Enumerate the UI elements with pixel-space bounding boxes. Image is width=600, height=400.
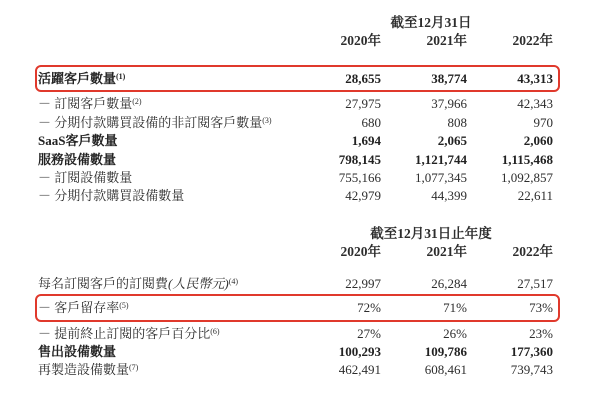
table-row-subscription-fee-per-customer [38,275,560,293]
cell-2022: 1,115,468 [501,151,553,167]
cell-2021: 71% [443,300,467,316]
table-row-early-termination-percentage [38,325,560,343]
row-label-text: 活躍客戶數量 [38,71,117,86]
cell-2022: 43,313 [517,71,553,86]
cell-2022: 23% [529,325,553,341]
cell-2021: 38,774 [431,71,467,86]
cell-2021: 1,121,744 [415,151,467,167]
row-label [38,343,302,361]
table-row-subscription-customers [38,95,560,113]
cell-2020: 1,694 [351,133,381,149]
cell-2021: 1,077,345 [415,169,467,185]
cell-2022: 27,517 [517,275,553,291]
header-body-gap [38,51,560,64]
year-header-row-2 [38,242,560,262]
table-row-subscription-devices [38,169,560,187]
cell-2020: 680 [361,114,381,130]
cell-2022: 177,360 [510,343,553,359]
cell-2022: 970 [533,114,553,130]
row-label-sup: (6) [210,326,220,336]
cell-2020: 462,491 [338,362,381,378]
cell-2021: 26% [443,325,467,341]
cell-2021: 37,966 [431,96,467,112]
period-header-label: 截至12月31日止年度 [370,225,492,241]
row-label [38,275,302,293]
row-label-text: 每名訂閱客戶的訂閱費 [38,275,169,291]
header-body-gap [38,262,560,275]
cell-2022: 42,343 [517,96,553,112]
row-label-sup: (3) [262,115,272,125]
row-label [38,169,302,187]
row-label-text: － 提前終止訂閱的客戶百分比 [38,325,211,341]
row-label [38,325,302,343]
cell-2021: 808 [447,114,467,130]
cell-2021: 26,284 [431,275,467,291]
row-label [38,361,302,379]
cell-2020: 27,975 [345,96,381,112]
year-header-row-1 [38,31,560,51]
row-label-text: － 分期付款購買設備數量 [38,188,185,204]
row-label-text: 再製造設備數量 [38,362,130,378]
row-label [38,70,302,88]
year-2021-header: 2021年 [426,33,467,48]
table-row-devices-in-service [38,151,560,169]
table-row-saas-customers [38,132,560,150]
row-label-sup: (7) [129,363,139,373]
row-label-text: － 訂閱設備數量 [38,169,133,185]
cell-2020: 27% [357,325,381,341]
row-label [38,132,302,150]
row-label-text: － 分期付款購買設備的非訂閱客戶數量 [38,114,263,130]
cell-2021: 44,399 [431,188,467,204]
cell-2020: 22,997 [345,275,381,291]
table-row-installment-devices [38,187,560,205]
cell-2021: 2,065 [437,133,467,149]
cell-2022: 73% [529,300,553,316]
row-label-text: － 客戶留存率 [38,300,120,316]
cell-2020: 42,979 [345,188,381,204]
cell-2020: 798,145 [338,151,381,167]
cell-2020: 28,655 [345,71,381,86]
cell-2022: 2,060 [523,133,553,149]
row-label-note: (人民幣元) [168,275,229,291]
row-label-text: 服務設備數量 [38,151,117,167]
cell-2021: 109,786 [424,343,467,359]
year-2022-header: 2022年 [512,33,553,48]
period-header-row-1 [38,13,560,31]
cell-2020: 100,293 [338,343,381,359]
row-label-sup: (5) [119,301,129,311]
table-row-installment-nonsub-customers [38,114,560,132]
row-label-sup: (2) [132,97,142,107]
table-row-customer-retention-rate [38,299,560,317]
period-header-row-2 [38,224,560,242]
year-2022-header: 2022年 [512,243,553,259]
year-2020-header: 2020年 [340,33,381,48]
cell-2020: 72% [357,300,381,316]
cell-2022: 739,743 [510,362,553,378]
row-label [38,299,302,317]
row-label-sup: (4) [228,276,239,286]
row-label-text: SaaS客戶數量 [38,133,118,149]
cell-2021: 608,461 [424,362,467,378]
year-2020-header: 2020年 [340,243,381,259]
table-row-devices-sold [38,343,560,361]
table-row-active-customers [38,70,560,88]
row-label [38,187,302,205]
cell-2020: 755,166 [338,169,381,185]
cell-2022: 22,611 [517,188,553,204]
row-label [38,95,302,113]
row-label-sup: (1) [116,72,126,81]
table-row-remanufactured-devices [38,361,560,379]
year-2021-header: 2021年 [426,243,467,259]
row-label-text: 售出設備數量 [38,343,117,359]
cell-2022: 1,092,857 [501,169,553,185]
row-label-text: － 訂閱客戶數量 [38,96,133,112]
period-header-label: 截至12月31日 [390,15,472,30]
row-label [38,151,302,169]
row-label [38,114,302,132]
